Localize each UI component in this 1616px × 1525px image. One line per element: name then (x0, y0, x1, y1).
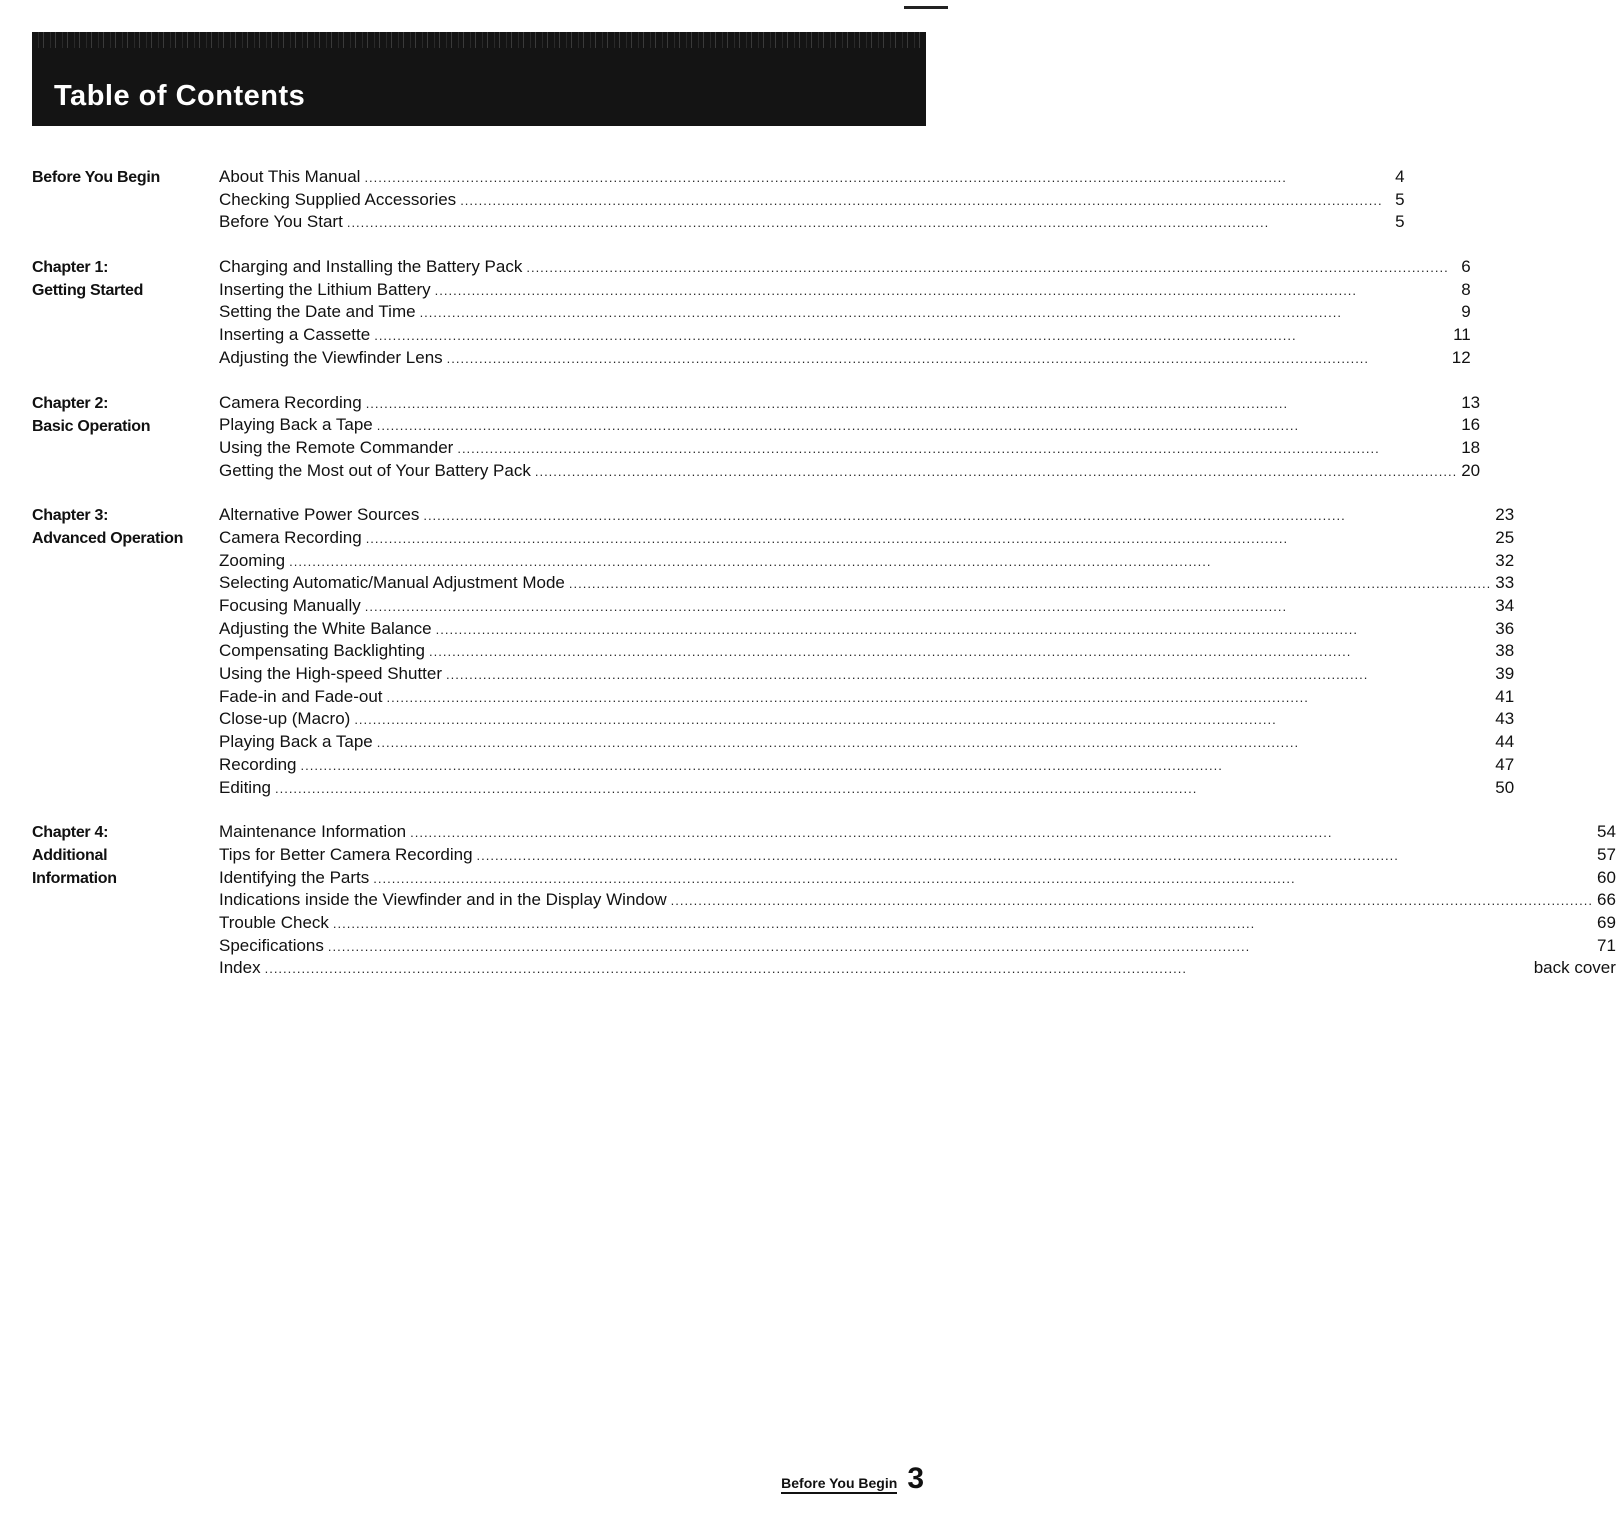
entry-title: About This Manual (219, 167, 361, 186)
dot-leader: ........................................................................................................................................................................................................ (534, 463, 1458, 479)
toc-entry[interactable] (219, 279, 1471, 302)
entry-page-number: 41 (1495, 686, 1515, 706)
toc-entry[interactable] (219, 211, 1405, 234)
toc-section (32, 256, 1471, 369)
entry-title: Camera Recording (219, 392, 362, 412)
toc-section (32, 504, 1515, 799)
dot-leader: ........................................................................................................................................................................................................ (332, 915, 1256, 931)
entry-page-number: 44 (1495, 732, 1515, 752)
dot-leader: ........................................................................................................................................................................................................ (435, 621, 1358, 637)
entry-page-number: 38 (1495, 641, 1515, 661)
dot-leader: ........................................................................................................................................................................................................ (457, 440, 1380, 456)
dot-leader: ........................................................................................................................................................................................................ (289, 553, 1212, 569)
section-label-line: Advanced Operation (32, 530, 184, 548)
section-label-line: Chapter 3: (32, 507, 109, 525)
page-number: 3 (907, 1462, 924, 1495)
entry-page-number: 36 (1495, 618, 1515, 638)
entry-page-number: 18 (1461, 437, 1481, 457)
entry-page-number: 5 (1395, 212, 1405, 232)
toc-entry[interactable] (219, 844, 1616, 867)
entry-title: Adjusting the Viewfinder Lens (219, 347, 443, 367)
dot-leader: ........................................................................................................................................................................................................ (327, 938, 1251, 954)
toc-entry[interactable] (219, 527, 1514, 550)
entry-title: Focusing Manually (219, 596, 361, 615)
entry-title: Fade-in and Fade-out (219, 686, 383, 706)
entry-page-number: 16 (1461, 415, 1481, 435)
section-label-line: Chapter 4: (32, 824, 109, 842)
banner-texture (32, 32, 926, 48)
footer-section-name: Before You Begin (781, 1475, 897, 1494)
entry-page-number: 33 (1495, 573, 1515, 593)
entry-page-number: 57 (1596, 844, 1616, 864)
entry-list (219, 166, 1405, 234)
toc-entry[interactable] (219, 256, 1471, 279)
page-footer (781, 1462, 924, 1496)
section-label (32, 256, 219, 369)
toc-section (32, 166, 1405, 234)
entry-page-number: 12 (1451, 347, 1471, 367)
toc-entry[interactable] (219, 414, 1480, 437)
dot-leader: ........................................................................................................................................................................................................ (419, 305, 1342, 321)
entry-title: Using the Remote Commander (219, 437, 454, 457)
toc-entry[interactable] (219, 889, 1616, 912)
entry-list (219, 504, 1514, 799)
dot-leader: ........................................................................................................................................................................................................ (446, 667, 1369, 683)
entry-page-number: 60 (1596, 867, 1616, 887)
entry-list (219, 256, 1471, 369)
toc-entry[interactable] (219, 595, 1514, 618)
toc-entry[interactable] (219, 504, 1514, 527)
toc-entry[interactable] (219, 347, 1471, 370)
entry-page-number: 32 (1495, 550, 1515, 570)
dot-leader: ........................................................................................................................................................................................................ (274, 780, 1198, 796)
entry-page-number: 47 (1495, 754, 1515, 774)
dot-leader: ........................................................................................................................................................................................................ (264, 961, 1187, 977)
entry-title: Indications inside the Viewfinder and in the Display Window (219, 890, 667, 910)
entry-title: Tips for Better Camera Recording (219, 844, 473, 864)
section-label-line: Additional (32, 847, 108, 865)
section-label (32, 166, 219, 234)
dot-leader: ........................................................................................................................................................................................................ (346, 215, 1270, 231)
entry-title: Camera Recording (219, 527, 362, 547)
toc-entry[interactable] (219, 935, 1616, 958)
dot-leader: ........................................................................................................................................................................................................ (429, 644, 1352, 660)
dot-leader: ........................................................................................................................................................................................................ (410, 825, 1333, 841)
entry-page-number: 50 (1495, 777, 1515, 797)
entry-title: Playing Back a Tape (219, 415, 373, 435)
dot-leader: ........................................................................................................................................................................................................ (376, 418, 1300, 434)
entry-page-number: 23 (1495, 505, 1515, 525)
entry-title: Zooming (219, 550, 286, 570)
entry-page-number: 9 (1461, 302, 1471, 322)
entry-page-number: 6 (1461, 257, 1471, 277)
entry-page-number: 34 (1495, 596, 1515, 615)
entry-title: Maintenance Information (219, 822, 407, 842)
entry-page-number: 39 (1495, 664, 1515, 684)
dot-leader: ........................................................................................................................................................................................................ (376, 735, 1300, 751)
entry-title: Inserting the Lithium Battery (219, 279, 431, 299)
dot-leader: ........................................................................................................................................................................................................ (460, 192, 1383, 208)
title-banner (32, 32, 926, 126)
toc-entry[interactable] (219, 189, 1405, 212)
dot-leader: ........................................................................................................................................................................................................ (476, 847, 1399, 863)
entry-title: Charging and Installing the Battery Pack (219, 257, 523, 277)
toc-entry[interactable] (219, 867, 1616, 890)
section-label (32, 821, 219, 980)
dot-leader: ........................................................................................................................................................................................................ (365, 395, 1289, 411)
table-of-contents (32, 166, 1616, 1002)
entry-page-number: 8 (1461, 279, 1471, 299)
section-label-line: Chapter 1: (32, 259, 109, 277)
toc-entry[interactable] (219, 166, 1405, 189)
dot-leader: ........................................................................................................................................................................................................ (423, 508, 1346, 524)
dot-leader: ........................................................................................................................................................................................................ (434, 282, 1358, 298)
entry-title: Checking Supplied Accessories (219, 189, 457, 209)
entry-list (219, 821, 1616, 980)
toc-entry[interactable] (219, 663, 1514, 686)
entry-title: Before You Start (219, 212, 343, 232)
entry-page-number: 4 (1395, 167, 1405, 186)
entry-page-number: back cover (1533, 958, 1616, 978)
dot-leader: ........................................................................................................................................................................................................ (354, 712, 1277, 728)
entry-title: Alternative Power Sources (219, 505, 420, 525)
toc-entry[interactable] (219, 708, 1514, 731)
toc-entry[interactable] (219, 572, 1514, 595)
entry-title: Getting the Most out of Your Battery Pack (219, 460, 531, 480)
dot-leader: ........................................................................................................................................................................................................ (374, 328, 1297, 344)
entry-page-number: 5 (1395, 189, 1405, 209)
toc-entry[interactable] (219, 640, 1514, 663)
entry-title: Adjusting the White Balance (219, 618, 432, 638)
section-label-line: Basic Operation (32, 417, 151, 435)
section-label-line: Chapter 2: (32, 394, 109, 412)
entry-page-number: 11 (1453, 325, 1471, 345)
entry-title: Playing Back a Tape (219, 732, 373, 752)
dot-leader: ........................................................................................................................................................................................................ (386, 689, 1309, 705)
dot-leader: ........................................................................................................................................................................................................ (373, 870, 1296, 886)
toc-entry[interactable] (219, 460, 1480, 483)
section-label-line: Before You Begin (32, 169, 160, 186)
toc-entry[interactable] (219, 301, 1471, 324)
toc-entry[interactable] (219, 550, 1514, 573)
entry-page-number: 25 (1495, 527, 1515, 547)
dot-leader: ........................................................................................................................................................................................................ (365, 530, 1289, 546)
entry-title: Identifying the Parts (219, 867, 370, 887)
entry-page-number: 66 (1596, 890, 1616, 910)
toc-entry[interactable] (219, 731, 1514, 754)
dot-leader: ........................................................................................................................................................................................................ (670, 893, 1593, 909)
entry-title: Specifications (219, 935, 324, 955)
section-label (32, 392, 219, 483)
section-label-line: Getting Started (32, 282, 144, 300)
entry-title: Index (219, 958, 261, 978)
section-label (32, 504, 219, 799)
entry-page-number: 13 (1461, 392, 1481, 412)
toc-entry[interactable] (219, 618, 1514, 641)
entry-page-number: 71 (1596, 935, 1616, 955)
corner-mark (904, 6, 948, 9)
toc-section (32, 392, 1481, 483)
toc-section (32, 821, 1616, 980)
entry-page-number: 69 (1596, 912, 1616, 932)
dot-leader: ........................................................................................................................................................................................................ (364, 599, 1288, 614)
toc-entry[interactable] (219, 754, 1514, 777)
entry-list (219, 392, 1480, 483)
dot-leader: ........................................................................................................................................................................................................ (446, 350, 1370, 366)
page-title: Table of Contents (54, 80, 306, 112)
toc-entry[interactable] (219, 437, 1480, 460)
dot-leader: ........................................................................................................................................................................................................ (526, 260, 1449, 276)
toc-entry[interactable] (219, 392, 1480, 415)
entry-page-number: 20 (1461, 460, 1481, 480)
toc-entry[interactable] (219, 686, 1514, 709)
entry-title: Using the High-speed Shutter (219, 664, 443, 684)
toc-entry[interactable] (219, 957, 1616, 980)
entry-title: Inserting a Cassette (219, 325, 371, 345)
entry-title: Close-up (Macro) (219, 709, 351, 729)
entry-title: Recording (219, 754, 297, 774)
dot-leader: ........................................................................................................................................................................................................ (364, 170, 1287, 185)
toc-entry[interactable] (219, 912, 1616, 935)
entry-title: Selecting Automatic/Manual Adjustment Mode (219, 573, 565, 593)
entry-title: Compensating Backlighting (219, 641, 426, 661)
entry-title: Setting the Date and Time (219, 302, 416, 322)
dot-leader: ........................................................................................................................................................................................................ (300, 757, 1223, 773)
toc-entry[interactable] (219, 324, 1471, 347)
entry-page-number: 54 (1596, 822, 1616, 842)
section-label-line: Information (32, 870, 117, 888)
toc-entry[interactable] (219, 777, 1514, 800)
toc-entry[interactable] (219, 821, 1616, 844)
entry-title: Editing (219, 777, 271, 797)
entry-page-number: 43 (1495, 709, 1515, 729)
entry-title: Trouble Check (219, 912, 329, 932)
dot-leader: ........................................................................................................................................................................................................ (568, 576, 1492, 592)
